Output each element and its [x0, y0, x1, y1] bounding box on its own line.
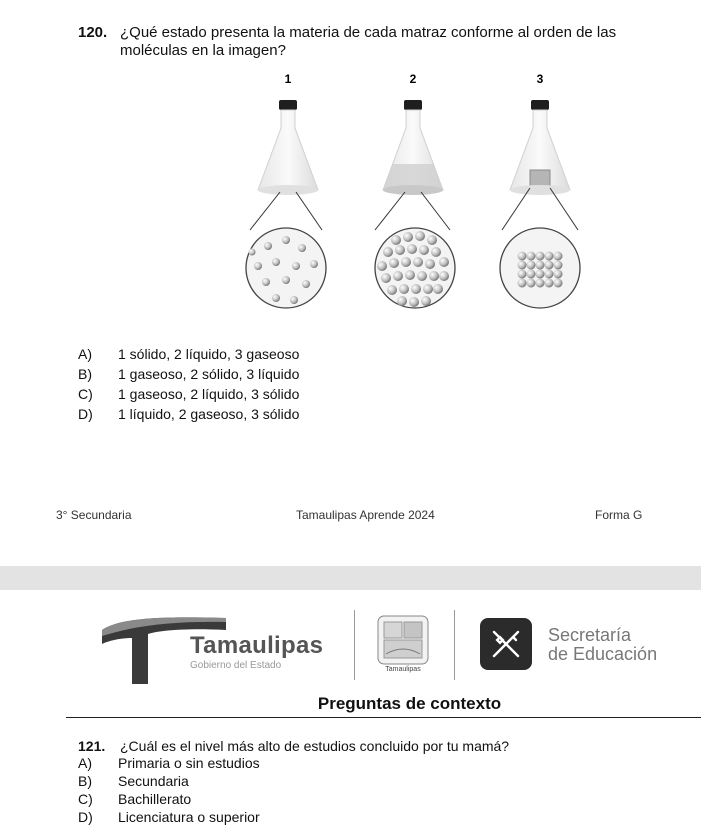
option-letter: A)	[78, 755, 92, 771]
option-letter: A)	[78, 346, 92, 362]
option-c[interactable]	[78, 791, 191, 807]
option-text: Bachillerato	[118, 791, 192, 807]
flask-label-2: 2	[409, 72, 417, 86]
option-b[interactable]	[78, 773, 189, 789]
flasks-figure	[230, 70, 590, 320]
option-d[interactable]	[78, 809, 260, 825]
option-letter: D)	[78, 406, 93, 422]
secretaria-logo	[480, 618, 532, 670]
option-a[interactable]	[78, 755, 260, 771]
footer-grade: 3° Secundaria	[56, 508, 132, 522]
flask-3	[500, 100, 580, 308]
secretaria-line-2: de Educación	[548, 644, 658, 664]
question-text: ¿Qué estado presenta la materia de cada matraz conforme al orden de las moléculas en la imagen?	[120, 24, 617, 59]
flask-1	[246, 100, 326, 308]
option-d[interactable]	[78, 406, 299, 422]
option-text: 1 sólido, 2 líquido, 3 gaseoso	[118, 346, 300, 362]
question-number: 120.	[78, 24, 108, 41]
option-text: 1 líquido, 2 gaseoso, 3 sólido	[118, 406, 300, 422]
option-text: 1 gaseoso, 2 sólido, 3 líquido	[118, 366, 300, 382]
option-text: 1 gaseoso, 2 líquido, 3 sólido	[118, 386, 300, 402]
section-title: Preguntas de contexto	[317, 694, 502, 713]
secretaria-line-1: Secretaría	[548, 625, 632, 645]
brand-subtitle: Gobierno del Estado	[190, 660, 282, 671]
flask-2	[375, 100, 455, 308]
footer-form: Forma G	[595, 508, 643, 522]
page-separator	[0, 566, 701, 590]
brand-name: Tamaulipas	[190, 632, 324, 659]
question-text: ¿Cuál es el nivel más alto de estudios concluido por tu mamá?	[120, 738, 510, 754]
option-c[interactable]	[78, 386, 299, 402]
secretaria-name	[548, 626, 657, 664]
option-b[interactable]	[78, 366, 299, 382]
pencil-ruler-icon	[480, 618, 532, 670]
option-text: Licenciatura o superior	[118, 809, 260, 825]
option-text: Secundaria	[118, 773, 189, 789]
option-letter: C)	[78, 791, 93, 807]
seal-label: Tamaulipas	[385, 666, 421, 673]
option-letter: B)	[78, 773, 92, 789]
question-number: 121.	[78, 738, 106, 754]
divider	[354, 610, 355, 680]
option-letter: B)	[78, 366, 92, 382]
option-letter: D)	[78, 809, 93, 825]
flask-label-3: 3	[536, 72, 544, 86]
footer-exam-name: Tamaulipas Aprende 2024	[296, 508, 435, 522]
section-underline	[66, 717, 701, 718]
option-a[interactable]	[78, 346, 299, 362]
exam-page-2	[0, 590, 701, 827]
option-letter: C)	[78, 386, 93, 402]
option-text: Primaria o sin estudios	[118, 755, 260, 771]
divider	[454, 610, 455, 680]
flask-label-1: 1	[284, 72, 292, 86]
